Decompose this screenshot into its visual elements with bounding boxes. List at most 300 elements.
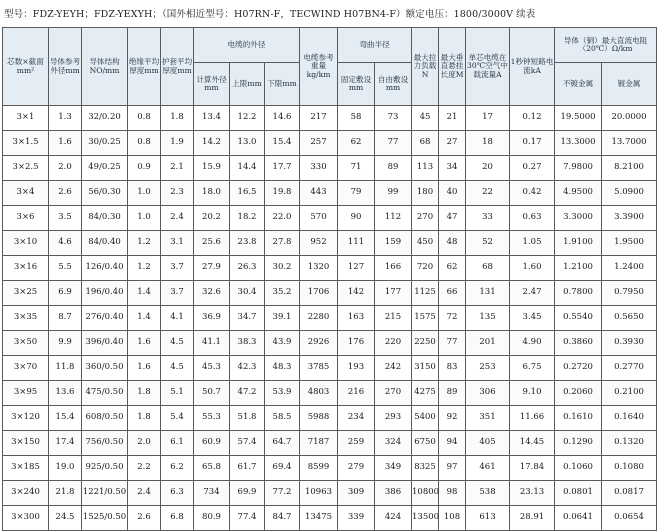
table-row [3, 506, 657, 531]
cell-insulation-thickness: 1.6 [128, 356, 161, 381]
cell-od-calc: 36.9 [194, 306, 230, 331]
cell-short-circuit: 2.47 [510, 281, 555, 306]
cell-dc-tinned: 1.2400 [602, 256, 657, 281]
table-row [3, 356, 657, 381]
cell-bend-fixed: 234 [338, 406, 375, 431]
cell-weight: 5988 [300, 406, 338, 431]
cell-insulation-thickness: 2.0 [128, 431, 161, 456]
header-conductor-diameter: 导体参考外径mm [49, 28, 82, 106]
cell-od-upper: 14.4 [230, 156, 265, 181]
cell-conductor-structure: 1221/0.50 [82, 481, 128, 506]
cell-dc-tinned: 8.2100 [602, 156, 657, 181]
cell-od-calc: 65.8 [194, 456, 230, 481]
cell-bend-free: 89 [375, 156, 412, 181]
cell-bend-fixed: 111 [338, 231, 375, 256]
cell-conductor-diameter: 1.3 [49, 106, 82, 131]
header-cable-od-lower: 下限mm [265, 63, 300, 106]
cell-conductor-structure: 84/0.40 [82, 231, 128, 256]
cell-max-length: 108 [439, 506, 466, 531]
cell-od-calc: 15.9 [194, 156, 230, 181]
cell-max-length: 62 [439, 256, 466, 281]
header-max-length: 最大垂直悬挂长度M [439, 28, 466, 106]
cell-od-upper: 23.8 [230, 231, 265, 256]
cell-od-calc: 27.9 [194, 256, 230, 281]
cell-od-lower: 48.3 [265, 356, 300, 381]
cell-current-capacity: 68 [466, 256, 510, 281]
cable-spec-table [2, 27, 657, 531]
cell-max-length: 27 [439, 131, 466, 156]
cell-max-length: 83 [439, 356, 466, 381]
cell-bend-fixed: 176 [338, 331, 375, 356]
cell-od-lower: 58.5 [265, 406, 300, 431]
cell-insulation-thickness: 1.4 [128, 306, 161, 331]
cell-conductor-diameter: 17.4 [49, 431, 82, 456]
cell-weight: 13475 [300, 506, 338, 531]
table-row [3, 231, 657, 256]
header-current-capacity: 单芯电缆在30℃空气中载流量A [466, 28, 510, 106]
cell-od-upper: 69.9 [230, 481, 265, 506]
cell-conductor-diameter: 9.9 [49, 331, 82, 356]
cell-conductor-structure: 126/0.40 [82, 256, 128, 281]
header-dc-non-tinned: 不镀金属 [555, 63, 602, 106]
cell-cores: 3×10 [3, 231, 49, 256]
cell-od-upper: 47.2 [230, 381, 265, 406]
cell-od-lower: 19.8 [265, 181, 300, 206]
table-row [3, 431, 657, 456]
cell-od-calc: 734 [194, 481, 230, 506]
cell-insulation-thickness: 1.8 [128, 381, 161, 406]
cell-dc-non-tinned: 0.0641 [555, 506, 602, 531]
cell-bend-free: 73 [375, 106, 412, 131]
table-row [3, 106, 657, 131]
cell-max-length: 89 [439, 381, 466, 406]
header-cable-od-upper: 上限mm [230, 63, 265, 106]
cell-bend-fixed: 142 [338, 281, 375, 306]
cell-dc-tinned: 1.9500 [602, 231, 657, 256]
cell-od-calc: 25.6 [194, 231, 230, 256]
header-max-tension: 最大拉力负载N [412, 28, 439, 106]
cell-max-length: 21 [439, 106, 466, 131]
cell-dc-non-tinned: 19.5000 [555, 106, 602, 131]
cell-conductor-diameter: 2.6 [49, 181, 82, 206]
cell-current-capacity: 20 [466, 156, 510, 181]
cell-insulation-thickness: 1.2 [128, 256, 161, 281]
cell-short-circuit: 3.45 [510, 306, 555, 331]
cell-conductor-diameter: 11.8 [49, 356, 82, 381]
header-cable-od-group: 电缆的外径 [194, 28, 300, 63]
cell-cores: 3×70 [3, 356, 49, 381]
cell-od-calc: 13.4 [194, 106, 230, 131]
cell-max-tension: 450 [412, 231, 439, 256]
cell-max-length: 34 [439, 156, 466, 181]
cell-dc-non-tinned: 0.0801 [555, 481, 602, 506]
cell-dc-non-tinned: 0.7800 [555, 281, 602, 306]
cell-cores: 3×300 [3, 506, 49, 531]
cell-conductor-diameter: 19.0 [49, 456, 82, 481]
cell-insulation-thickness: 0.9 [128, 156, 161, 181]
table-row [3, 456, 657, 481]
cell-od-lower: 43.9 [265, 331, 300, 356]
header-row-1 [3, 28, 657, 63]
cell-od-upper: 30.4 [230, 281, 265, 306]
cell-od-lower: 27.8 [265, 231, 300, 256]
cell-max-tension: 270 [412, 206, 439, 231]
cell-od-upper: 16.5 [230, 181, 265, 206]
cell-sheath-thickness: 4.1 [161, 306, 194, 331]
cell-cores: 3×120 [3, 406, 49, 431]
cell-conductor-structure: 49/0.25 [82, 156, 128, 181]
cell-od-calc: 50.7 [194, 381, 230, 406]
cell-sheath-thickness: 3.7 [161, 256, 194, 281]
cell-cores: 3×1.5 [3, 131, 49, 156]
cell-sheath-thickness: 1.9 [161, 131, 194, 156]
table-row [3, 206, 657, 231]
cell-cores: 3×240 [3, 481, 49, 506]
cell-bend-fixed: 309 [338, 481, 375, 506]
cell-conductor-structure: 276/0.40 [82, 306, 128, 331]
cell-weight: 2280 [300, 306, 338, 331]
cell-dc-tinned: 20.0000 [602, 106, 657, 131]
cell-bend-fixed: 163 [338, 306, 375, 331]
cell-dc-tinned: 5.0900 [602, 181, 657, 206]
cell-sheath-thickness: 4.5 [161, 356, 194, 381]
cell-insulation-thickness: 2.6 [128, 506, 161, 531]
cell-short-circuit: 11.66 [510, 406, 555, 431]
cell-insulation-thickness: 1.6 [128, 331, 161, 356]
cell-od-upper: 61.7 [230, 456, 265, 481]
cell-dc-tinned: 0.2770 [602, 356, 657, 381]
cell-cores: 3×1 [3, 106, 49, 131]
cell-od-lower: 77.2 [265, 481, 300, 506]
cell-conductor-structure: 30/0.25 [82, 131, 128, 156]
cell-dc-tinned: 0.2100 [602, 381, 657, 406]
cell-max-tension: 3150 [412, 356, 439, 381]
cell-sheath-thickness: 2.4 [161, 206, 194, 231]
cell-dc-tinned: 0.0654 [602, 506, 657, 531]
table-row [3, 131, 657, 156]
cell-short-circuit: 0.27 [510, 156, 555, 181]
cell-bend-free: 424 [375, 506, 412, 531]
header-dc-resistance-group: 导体（铜）最大直流电阻（20℃）Ω/km [555, 28, 657, 63]
cell-insulation-thickness: 1.2 [128, 231, 161, 256]
cell-bend-free: 112 [375, 206, 412, 231]
header-insulation-thickness: 绝缘平均厚度mm [128, 28, 161, 106]
cell-od-lower: 69.4 [265, 456, 300, 481]
cell-bend-free: 324 [375, 431, 412, 456]
cell-weight: 1706 [300, 281, 338, 306]
cell-dc-tinned: 0.0817 [602, 481, 657, 506]
cell-od-upper: 51.8 [230, 406, 265, 431]
cell-insulation-thickness: 1.8 [128, 406, 161, 431]
cell-dc-non-tinned: 0.1610 [555, 406, 602, 431]
cell-od-upper: 42.3 [230, 356, 265, 381]
cell-current-capacity: 613 [466, 506, 510, 531]
cell-od-upper: 34.7 [230, 306, 265, 331]
cell-bend-fixed: 62 [338, 131, 375, 156]
cell-sheath-thickness: 1.8 [161, 106, 194, 131]
cell-bend-fixed: 58 [338, 106, 375, 131]
cell-sheath-thickness: 6.3 [161, 481, 194, 506]
cell-current-capacity: 538 [466, 481, 510, 506]
cell-conductor-structure: 1525/0.50 [82, 506, 128, 531]
cell-dc-tinned: 0.7950 [602, 281, 657, 306]
cell-sheath-thickness: 2.1 [161, 156, 194, 181]
cell-bend-free: 242 [375, 356, 412, 381]
cell-dc-tinned: 0.5650 [602, 306, 657, 331]
cell-current-capacity: 201 [466, 331, 510, 356]
cell-bend-fixed: 79 [338, 181, 375, 206]
cell-conductor-structure: 396/0.40 [82, 331, 128, 356]
cell-weight: 7187 [300, 431, 338, 456]
cell-bend-free: 220 [375, 331, 412, 356]
cell-od-lower: 14.6 [265, 106, 300, 131]
cell-weight: 1320 [300, 256, 338, 281]
cell-max-tension: 1125 [412, 281, 439, 306]
cell-bend-fixed: 216 [338, 381, 375, 406]
cell-od-calc: 32.6 [194, 281, 230, 306]
cell-weight: 10963 [300, 481, 338, 506]
cell-bend-free: 293 [375, 406, 412, 431]
cell-conductor-diameter: 4.6 [49, 231, 82, 256]
cell-od-lower: 15.4 [265, 131, 300, 156]
header-sheath-thickness: 护套平均厚度mm [161, 28, 194, 106]
cell-conductor-diameter: 15.4 [49, 406, 82, 431]
cell-dc-non-tinned: 0.1290 [555, 431, 602, 456]
cell-weight: 217 [300, 106, 338, 131]
cell-current-capacity: 253 [466, 356, 510, 381]
cell-conductor-diameter: 21.8 [49, 481, 82, 506]
cell-cores: 3×25 [3, 281, 49, 306]
cell-current-capacity: 405 [466, 431, 510, 456]
cell-weight: 330 [300, 156, 338, 181]
cell-cores: 3×50 [3, 331, 49, 356]
cell-insulation-thickness: 1.4 [128, 281, 161, 306]
cell-bend-free: 77 [375, 131, 412, 156]
cell-conductor-structure: 608/0.50 [82, 406, 128, 431]
cell-conductor-structure: 196/0.40 [82, 281, 128, 306]
table-row [3, 481, 657, 506]
cell-insulation-thickness: 1.0 [128, 181, 161, 206]
header-dc-tinned: 镀金属 [602, 63, 657, 106]
cell-dc-tinned: 0.1320 [602, 431, 657, 456]
table-title: 型号：FDZ-YEYH；FDZ-YEXYH；（国外相近型号：H07RN-F，TECWIND H07BN4-F）额定电压：1800/3000V 续表 [4, 9, 536, 20]
cell-max-tension: 6750 [412, 431, 439, 456]
cell-short-circuit: 14.45 [510, 431, 555, 456]
cell-max-tension: 113 [412, 156, 439, 181]
cell-od-lower: 39.1 [265, 306, 300, 331]
cell-max-tension: 68 [412, 131, 439, 156]
cell-dc-non-tinned: 3.3000 [555, 206, 602, 231]
header-conductor-structure: 导体结构NO/mm [82, 28, 128, 106]
cell-dc-non-tinned: 4.9500 [555, 181, 602, 206]
cell-od-calc: 60.9 [194, 431, 230, 456]
cell-cores: 3×6 [3, 206, 49, 231]
cell-current-capacity: 18 [466, 131, 510, 156]
cell-short-circuit: 0.12 [510, 106, 555, 131]
cell-weight: 3785 [300, 356, 338, 381]
cell-od-lower: 53.9 [265, 381, 300, 406]
cell-dc-tinned: 13.7000 [602, 131, 657, 156]
cell-bend-fixed: 279 [338, 456, 375, 481]
cell-conductor-structure: 56/0.30 [82, 181, 128, 206]
table-row [3, 381, 657, 406]
cell-short-circuit: 6.75 [510, 356, 555, 381]
cell-od-lower: 64.7 [265, 431, 300, 456]
cell-bend-fixed: 259 [338, 431, 375, 456]
cell-od-upper: 13.0 [230, 131, 265, 156]
cell-sheath-thickness: 5.4 [161, 406, 194, 431]
cell-conductor-diameter: 5.5 [49, 256, 82, 281]
cell-bend-free: 270 [375, 381, 412, 406]
cell-insulation-thickness: 2.4 [128, 481, 161, 506]
table-row [3, 156, 657, 181]
cell-dc-tinned: 0.1080 [602, 456, 657, 481]
cell-current-capacity: 135 [466, 306, 510, 331]
header-short-circuit: 1秒钟短路电流kA [510, 28, 555, 106]
cell-conductor-structure: 925/0.50 [82, 456, 128, 481]
cell-od-lower: 22.0 [265, 206, 300, 231]
cell-od-lower: 17.7 [265, 156, 300, 181]
cell-od-upper: 12.2 [230, 106, 265, 131]
cell-sheath-thickness: 3.7 [161, 281, 194, 306]
table-body [3, 106, 657, 531]
cell-max-length: 40 [439, 181, 466, 206]
cell-od-calc: 20.2 [194, 206, 230, 231]
cell-od-calc: 14.2 [194, 131, 230, 156]
cell-conductor-structure: 84/0.30 [82, 206, 128, 231]
cell-dc-tinned: 0.1640 [602, 406, 657, 431]
cell-max-length: 77 [439, 331, 466, 356]
cell-dc-non-tinned: 1.2100 [555, 256, 602, 281]
cell-conductor-structure: 756/0.50 [82, 431, 128, 456]
cell-bend-fixed: 339 [338, 506, 375, 531]
header-bend-fixed: 固定敷设mm [338, 63, 375, 106]
cell-dc-non-tinned: 1.9100 [555, 231, 602, 256]
cell-max-tension: 5400 [412, 406, 439, 431]
cell-short-circuit: 23.13 [510, 481, 555, 506]
cell-cores: 3×150 [3, 431, 49, 456]
cell-dc-non-tinned: 0.5540 [555, 306, 602, 331]
cell-od-upper: 26.3 [230, 256, 265, 281]
cell-weight: 570 [300, 206, 338, 231]
cell-sheath-thickness: 3.1 [161, 231, 194, 256]
cell-od-calc: 18.0 [194, 181, 230, 206]
table-row [3, 406, 657, 431]
cell-short-circuit: 4.90 [510, 331, 555, 356]
cell-weight: 4803 [300, 381, 338, 406]
cell-conductor-diameter: 2.0 [49, 156, 82, 181]
cell-current-capacity: 306 [466, 381, 510, 406]
table-row [3, 181, 657, 206]
cell-short-circuit: 0.42 [510, 181, 555, 206]
cell-bend-free: 166 [375, 256, 412, 281]
cell-dc-non-tinned: 7.9800 [555, 156, 602, 181]
cell-max-tension: 8325 [412, 456, 439, 481]
cell-max-tension: 45 [412, 106, 439, 131]
table-row [3, 331, 657, 356]
cell-current-capacity: 52 [466, 231, 510, 256]
cell-bend-free: 159 [375, 231, 412, 256]
cell-conductor-structure: 32/0.20 [82, 106, 128, 131]
cell-dc-tinned: 0.3930 [602, 331, 657, 356]
cell-conductor-diameter: 24.5 [49, 506, 82, 531]
cell-max-tension: 2250 [412, 331, 439, 356]
cell-sheath-thickness: 6.8 [161, 506, 194, 531]
cell-insulation-thickness: 2.2 [128, 456, 161, 481]
cell-cores: 3×35 [3, 306, 49, 331]
cell-dc-non-tinned: 13.3000 [555, 131, 602, 156]
cell-conductor-diameter: 6.9 [49, 281, 82, 306]
cell-weight: 257 [300, 131, 338, 156]
cell-max-tension: 720 [412, 256, 439, 281]
table-row [3, 281, 657, 306]
cell-weight: 952 [300, 231, 338, 256]
cell-max-length: 94 [439, 431, 466, 456]
cell-current-capacity: 33 [466, 206, 510, 231]
cell-max-tension: 180 [412, 181, 439, 206]
header-cable-od-calc: 计算外径mm [194, 63, 230, 106]
header-cable-weight: 电缆参考重量kg/km [300, 28, 338, 106]
cell-dc-tinned: 3.3900 [602, 206, 657, 231]
cell-max-tension: 1575 [412, 306, 439, 331]
cell-cores: 3×185 [3, 456, 49, 481]
cell-max-length: 48 [439, 231, 466, 256]
cell-conductor-structure: 475/0.50 [82, 381, 128, 406]
cell-conductor-structure: 360/0.50 [82, 356, 128, 381]
cell-sheath-thickness: 6.1 [161, 431, 194, 456]
header-bend-radius-group: 弯曲半径 [338, 28, 412, 63]
cell-short-circuit: 1.60 [510, 256, 555, 281]
cell-od-calc: 80.9 [194, 506, 230, 531]
cell-max-length: 97 [439, 456, 466, 481]
cell-od-upper: 18.2 [230, 206, 265, 231]
cell-bend-free: 177 [375, 281, 412, 306]
cell-cores: 3×4 [3, 181, 49, 206]
cell-short-circuit: 0.63 [510, 206, 555, 231]
cell-od-calc: 45.3 [194, 356, 230, 381]
cell-dc-non-tinned: 0.3860 [555, 331, 602, 356]
cell-bend-fixed: 90 [338, 206, 375, 231]
cell-dc-non-tinned: 0.2060 [555, 381, 602, 406]
cell-current-capacity: 22 [466, 181, 510, 206]
cell-max-length: 72 [439, 306, 466, 331]
cell-bend-fixed: 193 [338, 356, 375, 381]
cell-conductor-diameter: 8.7 [49, 306, 82, 331]
cell-short-circuit: 17.84 [510, 456, 555, 481]
cell-od-upper: 38.3 [230, 331, 265, 356]
cell-sheath-thickness: 6.2 [161, 456, 194, 481]
cell-weight: 443 [300, 181, 338, 206]
cell-dc-non-tinned: 0.2720 [555, 356, 602, 381]
cell-bend-free: 386 [375, 481, 412, 506]
table-row [3, 306, 657, 331]
cell-bend-fixed: 71 [338, 156, 375, 181]
cell-cores: 3×95 [3, 381, 49, 406]
cell-bend-fixed: 127 [338, 256, 375, 281]
cell-weight: 8599 [300, 456, 338, 481]
cell-od-upper: 77.4 [230, 506, 265, 531]
cell-short-circuit: 9.10 [510, 381, 555, 406]
cell-insulation-thickness: 0.8 [128, 106, 161, 131]
cell-current-capacity: 131 [466, 281, 510, 306]
cell-od-calc: 55.3 [194, 406, 230, 431]
cell-max-length: 98 [439, 481, 466, 506]
cell-current-capacity: 351 [466, 406, 510, 431]
cell-od-lower: 35.2 [265, 281, 300, 306]
cell-bend-free: 99 [375, 181, 412, 206]
cell-max-tension: 10800 [412, 481, 439, 506]
cell-insulation-thickness: 0.8 [128, 131, 161, 156]
